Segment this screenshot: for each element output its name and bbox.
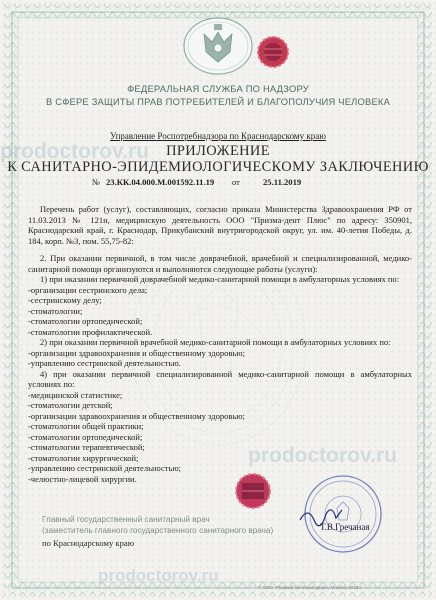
list-item: -организации здравоохранения и общественному здоровью; — [28, 410, 245, 421]
list-item: -управлению сестринской деятельностью. — [28, 358, 181, 368]
list-item: 1) при оказании первичной доврачебной медико-санитарной помощи в амбулаторных условиях по: — [40, 274, 400, 284]
list-item: -стоматологии хирургической; — [28, 452, 139, 463]
list-item: -организации здравоохранения и общественному здоровью; — [28, 347, 245, 358]
list-item: -стоматологии; — [28, 305, 83, 316]
hologram-sticker-top — [258, 37, 288, 67]
list-item: 2) при оказании первичной врачебной медико-санитарной помощи в амбулаторных условиях по: — [40, 337, 391, 347]
printer-imprint: © ООО «Первый печатный двор», Москва, 2018 г. — [258, 585, 362, 590]
list-item: -стоматологии общей практики; — [28, 421, 144, 431]
conclusion-date: 25.11.2019 — [263, 177, 302, 187]
date-label: от — [232, 177, 240, 187]
agency-line-1: ФЕДЕРАЛЬНАЯ СЛУЖБА ПО НАДЗОРУ — [127, 83, 309, 94]
number-label: № — [92, 177, 101, 187]
agency-line-2: В СФЕРЕ ЗАЩИТЫ ПРАВ ПОТРЕБИТЕЛЕЙ И БЛАГОПОЛУЧИЯ ЧЕЛОВЕКА — [45, 96, 391, 107]
emblem-icon — [184, 18, 252, 74]
list-item: -сестринскому делу; — [28, 295, 102, 305]
watermark-bottom: prodoctorov.ru — [98, 566, 219, 585]
conclusion-number: 23.КК.04.000.М.001592.11.19 — [106, 177, 215, 187]
list-item: -организации сестринского дела; — [28, 284, 148, 295]
department-name: Управление Роспотребнадзора по Краснодарскому краю — [110, 131, 326, 141]
list-item: -стоматологии терапевтической; — [28, 442, 145, 452]
signer-position — [42, 515, 273, 536]
list-item: -стоматологии ортопедической; — [28, 316, 143, 326]
agency-header — [0, 82, 436, 108]
list-item: -стоматологии ортопедической; — [28, 431, 143, 442]
list-item: 2. При оказании первичной, в том числе доврачебной, врачебной и специализированной, медико-санитарной помощи организуются и выполняются следующие работы (услуги): — [28, 253, 412, 274]
watermark-top: prodoctorov.ru — [0, 140, 149, 163]
intro-paragraph: Перечень работ (услуг), составляющих, согласно приказа Министерства Здравоохранения РФ от 11.03.2013 № 121н, медицинскую деятельность ООО "Призма-дент Плюс" по адресу: 350901, Краснодарский край, г. Краснодар, Прикубанский внутригородской округ, ул. им. 40-летия Победы, д. 184, корп. №3, пом. 55,75-82: — [28, 204, 412, 246]
list-item: -медицинской статистике; — [28, 389, 123, 400]
document-title — [0, 143, 436, 175]
list-item: 4) при оказании первичной специализированной медико-санитарной помощи в амбулаторных условиях по: — [28, 368, 412, 389]
list-item: -челюстно-лицевой хирургии. — [28, 473, 137, 484]
works-list — [28, 253, 412, 484]
signer-region: по Краснодарскому краю — [42, 538, 135, 548]
list-item: -стоматологии детской; — [28, 400, 113, 410]
watermark-middle: prodoctorov.ru — [248, 444, 397, 467]
list-item: -управлению сестринской деятельностью; — [28, 463, 182, 473]
position-line-1: Главный государственный санитарный врач — [42, 515, 210, 524]
position-line-2: (заместитель главного государственного санитарного врача) — [42, 525, 274, 535]
signer-name: Т.В.Гречаная — [320, 522, 370, 532]
title-line-1: ПРИЛОЖЕНИЕ — [166, 143, 270, 159]
title-line-2: К САНИТАРНО-ЭПИДЕМИОЛОГИЧЕСКОМУ ЗАКЛЮЧЕНИЮ — [7, 159, 429, 175]
list-item: -стоматологии профилактической. — [28, 326, 153, 337]
